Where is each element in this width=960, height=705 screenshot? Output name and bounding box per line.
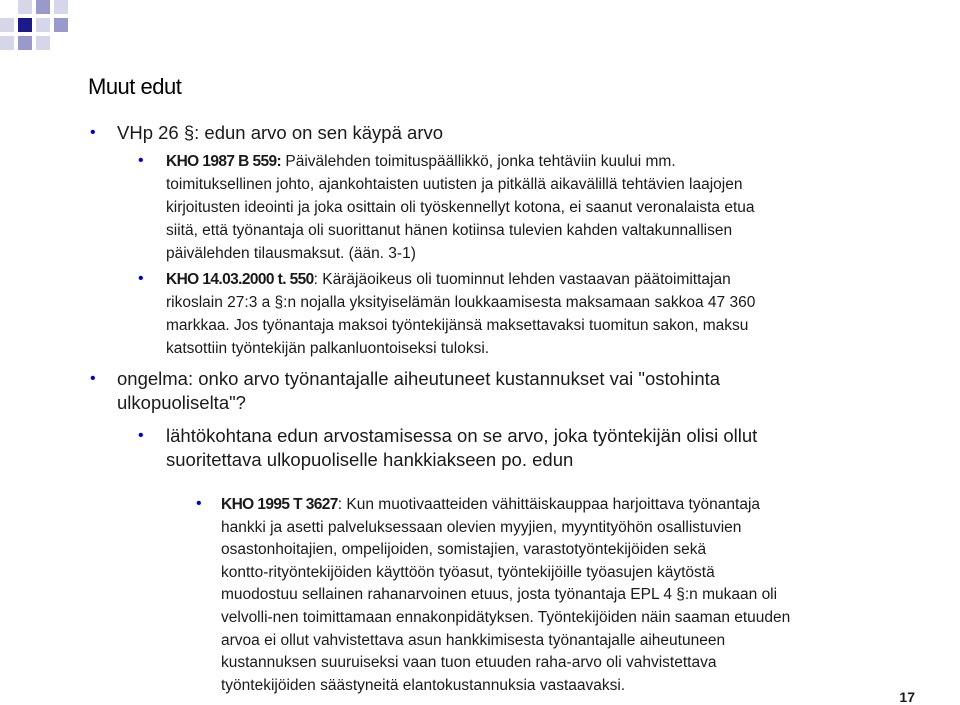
- bullet-icon: •: [138, 270, 144, 287]
- case-text-line: velvolli-nen toimittamaan ennakonpidätyksen. Työntekijöiden näin saaman etuuden: [221, 608, 791, 626]
- text-line: suoritettava ulkopuoliselle hankkiakseen po. edun: [166, 449, 574, 470]
- case-text-line: päivälehden tilausmaksut. (ään. 3-1): [166, 245, 416, 262]
- lahtokohta-item: [166, 424, 757, 472]
- text-line: ongelma: onko arvo työnantajalle aiheutuneet kustannukset vai "ostohinta: [117, 368, 721, 389]
- case-reference: KHO 14.03.2000 t. 550: [166, 271, 314, 288]
- case-text-line: kustannuksen suuruiseksi vaan tuon etuuden raha-arvo oli vahvistettava: [221, 654, 717, 672]
- case-text-line: osastonhoitajien, ompelijoiden, somistajien, varastotyöntekijöiden sekä: [221, 541, 707, 559]
- bullet-icon: •: [90, 124, 96, 141]
- kho1987-item: [166, 150, 755, 265]
- ongelma-item: [117, 367, 720, 415]
- bullet-icon: •: [196, 495, 202, 512]
- case-text-line: rikoslain 27:3 a §:n nojalla yksityiselämän loukkaamisesta maksamaan sakkoa 47 360: [166, 294, 756, 311]
- case-text-line: toimituksellinen johto, ajankohtaisten uutisten ja pitkällä aikavälillä tehtävien laajojen: [166, 176, 743, 193]
- case-text-line: kontto-rityöntekijöiden käyttöön työasut, työntekijöille työasujen käytöstä: [221, 563, 715, 581]
- kho2000-item: [166, 268, 755, 360]
- case-text-line: markkaa. Jos työnantaja maksoi työntekijänsä maksettavaksi tuomitun sakon, maksu: [166, 317, 749, 334]
- page-number: 17: [899, 689, 915, 705]
- case-reference: KHO 1987 B 559:: [166, 153, 282, 170]
- kho1995-item: [221, 494, 790, 697]
- bullet-icon: •: [138, 427, 144, 444]
- case-text-line: katsottiin työntekijän palkanluontoiseksi tuloksi.: [166, 340, 490, 357]
- text-line: ulkopuoliselta"?: [117, 392, 246, 413]
- case-text-line: Päivälehden toimituspäällikkö, jonka tehtäviin kuului mm.: [281, 153, 676, 170]
- case-text-line: arvoa ei ollut vahvistettava asun hankkimisesta työnantajalle aiheutuneen: [221, 631, 726, 649]
- square-pattern-logo: [0, 0, 90, 60]
- text-line: lähtökohtana edun arvostamisessa on se arvo, joka työntekijän olisi ollut: [166, 425, 758, 446]
- case-text-line: työntekijöiden säästyneitä elantokustannuksia vastaavaksi.: [221, 676, 626, 694]
- slide-title: Muut edut: [88, 74, 182, 99]
- vhp-item: VHp 26 §: edun arvo on sen käypä arvo: [117, 122, 444, 143]
- bullet-icon: •: [90, 370, 96, 387]
- case-text-line: siitä, että työnantaja oli suorittanut hänen kotiinsa tulevien kahden valtakunnallisen: [166, 222, 733, 239]
- case-text-line: kirjoitusten ideointi ja joka osittain oli työskennellyt kotona, ei saanut veronalaista etua: [166, 199, 755, 216]
- case-text-line: : Kun muotivaatteiden vähittäiskauppaa harjoittava työnantaja: [337, 496, 761, 513]
- case-text-line: muodostuu sellainen rahanarvoinen etuus, josta työnantaja EPL 4 §:n mukaan oli: [221, 586, 778, 604]
- case-reference: KHO 1995 T 3627: [221, 496, 338, 513]
- bullet-icon: •: [138, 152, 144, 169]
- case-text-line: hankki ja asetti palveluksessaan olevien myyjien, myyntityöhön osallistuvien: [221, 518, 742, 536]
- case-text-line: : Käräjäoikeus oli tuominnut lehden vastaavan päätoimittajan: [313, 271, 731, 288]
